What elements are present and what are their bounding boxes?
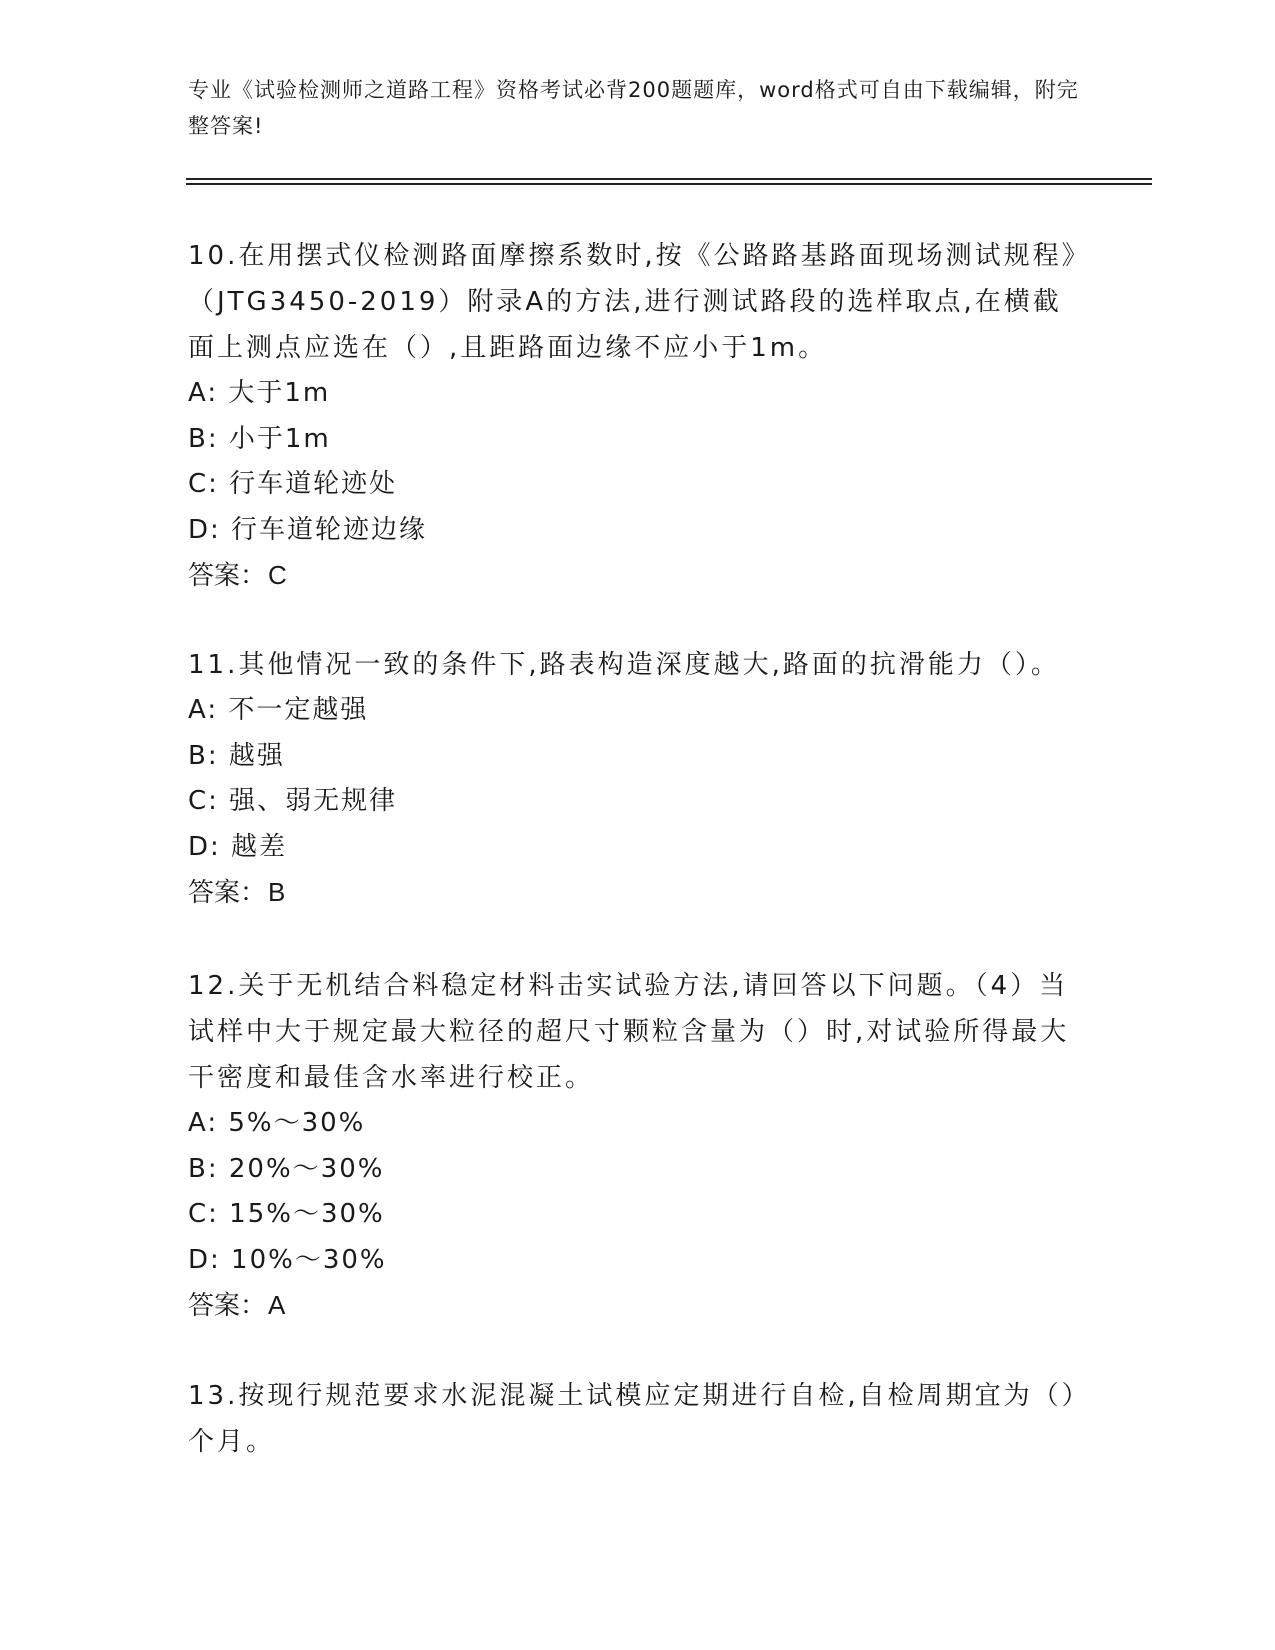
option-a: A: 5%～30% bbox=[188, 1108, 366, 1138]
document-header: 专业《试验检测师之道路工程》资格考试必背200题题库，word格式可自由下载编辑，附完整答案! bbox=[188, 78, 1079, 138]
question-10 bbox=[188, 233, 1088, 598]
option-c: C: 15%～30% bbox=[188, 1199, 385, 1229]
option-a: A: 大于1m bbox=[188, 378, 331, 408]
option-b: B: 20%～30% bbox=[188, 1153, 385, 1184]
option-c: C: 强、弱无规律 bbox=[188, 786, 398, 816]
answer-line bbox=[188, 553, 1088, 598]
question-stem: 13.按现行规范要求水泥混凝土试模应定期进行自检,自检周期宜为（）个月。 bbox=[188, 1381, 1078, 1457]
option-b: B: 越强 bbox=[188, 740, 285, 771]
option-b: B: 小于1m bbox=[188, 423, 331, 454]
option-a: A: 不一定越强 bbox=[188, 695, 369, 725]
option-d: D: 越差 bbox=[188, 831, 288, 862]
question-12 bbox=[188, 963, 1088, 1328]
option-d: D: 行车道轮迹边缘 bbox=[188, 514, 428, 545]
answer-line bbox=[188, 870, 1088, 915]
option-c: C: 行车道轮迹处 bbox=[188, 469, 398, 499]
question-stem: 11.其他情况一致的条件下,路表构造深度越大,路面的抗滑能力（）。 bbox=[188, 650, 1060, 680]
question-11 bbox=[188, 642, 1088, 915]
answer-value: C bbox=[268, 560, 287, 590]
answer-line bbox=[188, 1283, 1088, 1328]
question-13 bbox=[188, 1373, 1088, 1465]
question-stem: 10.在用摆式仪检测路面摩擦系数时,按《公路路基路面现场测试规程》（JTG3450-2019）附录A的方法,进行测试路段的选样取点,在横截面上测点应选在（）,且距路面边缘不应小于1m。 bbox=[188, 241, 1078, 363]
answer-label: 答案： bbox=[188, 560, 267, 590]
answer-value: B bbox=[268, 877, 286, 907]
header-divider-top bbox=[186, 178, 1152, 180]
question-stem: 12.关于无机结合料稳定材料击实试验方法,请回答以下问题。（4）当试样中大于规定最大粒径的超尺寸颗粒含量为（）时,对试验所得最大干密度和最佳含水率进行校正。 bbox=[188, 971, 1070, 1093]
answer-value: A bbox=[268, 1290, 286, 1320]
answer-label: 答案： bbox=[188, 877, 267, 907]
answer-label: 答案： bbox=[188, 1290, 267, 1320]
header-divider-bottom bbox=[186, 183, 1152, 185]
option-d: D: 10%～30% bbox=[188, 1244, 387, 1275]
